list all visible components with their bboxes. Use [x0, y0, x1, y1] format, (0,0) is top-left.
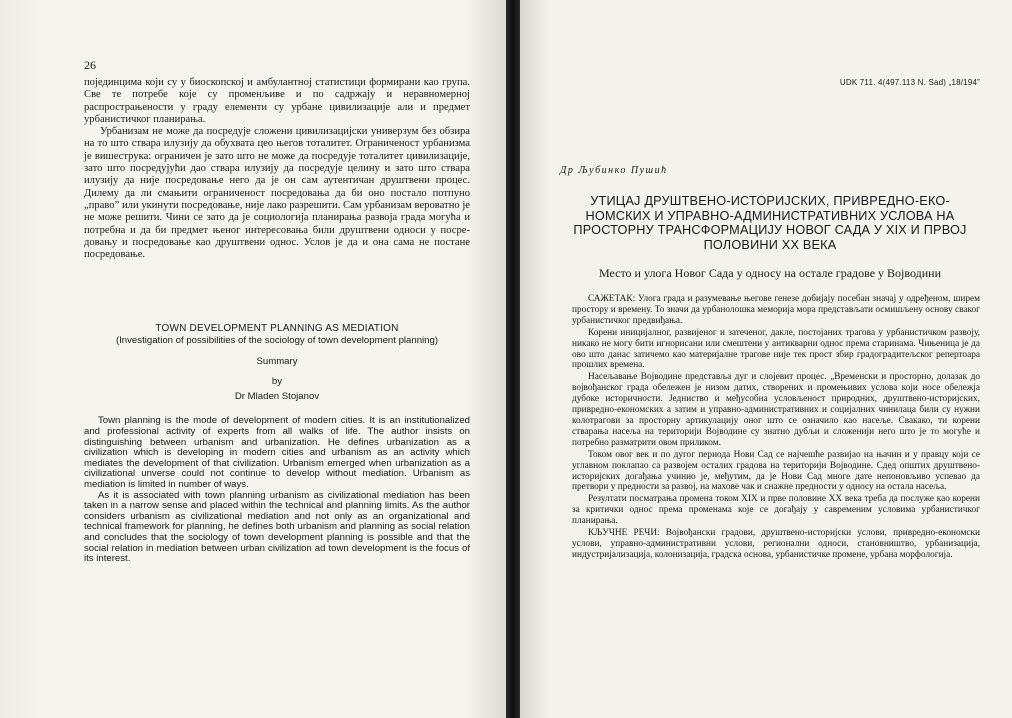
- abstract-paragraph: Резултати посматрања промена током XIX и прве половине XX века треба да послуже као корени за критички однос према променама које се догађају у савременим условима урбанистичког планирања.: [572, 494, 980, 527]
- paragraph: Урбанизам не може да посредује сложени цивилизацијски универзум без обзира на то што ствара илузију да обухвата цео његов тоталитет. Ограниченост урбанизма је вишеструка: ограничен је зато што не може да посредује тоталитет цивилизације, зато што посредујући дао ствара илузију да посредује целину и зато што ствара илузију да није посредовање него да је он сам аутентичан друштвени процес. Дилему да ли смањити ограниченост посредовања да би оно постало потпуно „право” или укинути посредовање, није лако разрешити. Сам урбанизам вероватно је не може решити. Чини се зато да је социологија планирања развоја града могућа и потребна и да би предмет њеног интересовања били друштвени односи у посредовању и посредовање као друштвени однос. Услов је да и она сама не постане посредовање.: [84, 126, 470, 261]
- book-gutter: [506, 0, 520, 718]
- summary-header: [84, 323, 470, 402]
- article-title: УТИЦАЈ ДРУШТВЕНО-ИСТОРИЈСКИХ, ПРИВРЕДНО-ЕКОНОМСКИХ И УПРАВНО-АДМИНИСТРАТИВНИХ УСЛОВА НА ПРОСТОРНУ ТРАНСФОРМАЦИЈУ НОВОГ САДА У XIX И ПРВОЈ ПОЛОВИНИ XX ВЕКА: [573, 194, 967, 252]
- summary-by: by: [271, 376, 283, 388]
- article-subtitle: Место и улога Новог Сада у односу на остале градове у Војводини: [599, 266, 941, 280]
- summary-paragraph: Town planning is the mode of development of modern cities. It is an institutionalized and professional activity of experts from all walks of life. The author insists on distinguishing between urbanism and urbanization. He defines urbanization as a civilization which is developing in modern cities and urbanism as an activity which mediates the development of that civilization. Urbanism emerged when urbanization as a civilizational unverse could not continue to develop without mediation. Urbanism as mediation is limited in number of ways.: [84, 415, 470, 491]
- summary-subtitle: (Investigation of possibilities of the sociology of town development planning): [115, 335, 439, 347]
- right-page-content: [560, 78, 980, 562]
- abstract: [572, 294, 980, 561]
- abstract-paragraph: Корени иницијалног, развијеног и затеченог, дакле, постојаних трагова у урбанистичком развоју, никако не могу бити игнорисани или смештени у антикварни однос према старинама. Чињеница је да ово што данас затичемо као материјалне трагове није тек прост збир градоградитељског репертоара прошлих времена.: [572, 327, 980, 371]
- summary-paragraph: As it is associated with town planning urbanism as civilizational mediation has been taken in a narrow sense and placed within the technical and planning limits. As the author considers urbanism as civilizational mediation and not only as an organizational and technical framework for planning, he defines both urbanism and planning as social relation and concludes that the sociology of town development planning is possible and that the social relation in mediation between urban civilization ad town development is the focus of its interest.: [84, 489, 470, 565]
- summary-author: Dr Mladen Stojanov: [234, 391, 320, 403]
- abstract-paragraph: Насељавање Војводине представља дуг и слојевит процес. „Временски и просторно, долазак до војвођанског града обележен је низом датих, створених и промењивих услова који носе обележја дубоке историчности. Једниство и међусобна условљеност природних, друштвено-историјских, привредно-економских а затим и управно-административних и социјалних чинилаца били су нужни колотрагови за просторну артикулацију оног што се означило као насеље. Свакако, ти корени стварања насеља на територији Војводине су знатно дубљи и сложенији него што је то могуће и потребно разматрити овом приликом.: [572, 372, 980, 448]
- abstract-paragraph: Током овог век и по дугог периода Нови Сад се најчешће развијао на њачин и у правцу који се углавном поклапао са развојем осталих градова на територији Војводине. Сдед општих друштвено-историјских догађања учинио је, међутим, да је Нови Сад многе дате непоновљиво успевао да претвори у предности за развој, на махове чак и снажне предности у односу на остала насеља.: [572, 449, 980, 493]
- abstract-paragraph: САЖЕТАК: Улога града и разумевање његове генезе добијају посебан значај у одређеном, ширем простору и времену. То значи да урбанолошка меморија мора представљати осмишљену основу сваког урбанистичког предвиђања.: [572, 294, 980, 326]
- page-number: 26: [84, 58, 96, 72]
- paragraph: појединцима који су у биоскопској и амбулантној статистици формирани као група. Све те потребе које су променљиве и по садржају и неравномерној распрострањености у граду елементи су урбане цивилизације али и предмет урбанистичког планирања.: [84, 77, 470, 125]
- left-page-content: [84, 58, 470, 565]
- right-page: [520, 0, 1012, 718]
- summary-label: Summary: [256, 356, 298, 368]
- summary-body: [84, 416, 470, 564]
- udk-code: UDK 711. 4(497.113 N. Sad) „18/194”: [839, 78, 980, 87]
- keywords-paragraph: КЉУЧНЕ РЕЧИ: Војвођански градови, друштвено-историјски услови, привредно-економски услови, управно-административни услови, регионални односи, становништво, урбанизација, индустријализација, колонизација, градска основа, урбанистичке промене, урбана морфологија.: [572, 528, 980, 560]
- summary-title: TOWN DEVELOPMENT PLANNING AS MEDIATION: [155, 323, 399, 335]
- article-author: Др Љубинко Пушић: [560, 165, 668, 176]
